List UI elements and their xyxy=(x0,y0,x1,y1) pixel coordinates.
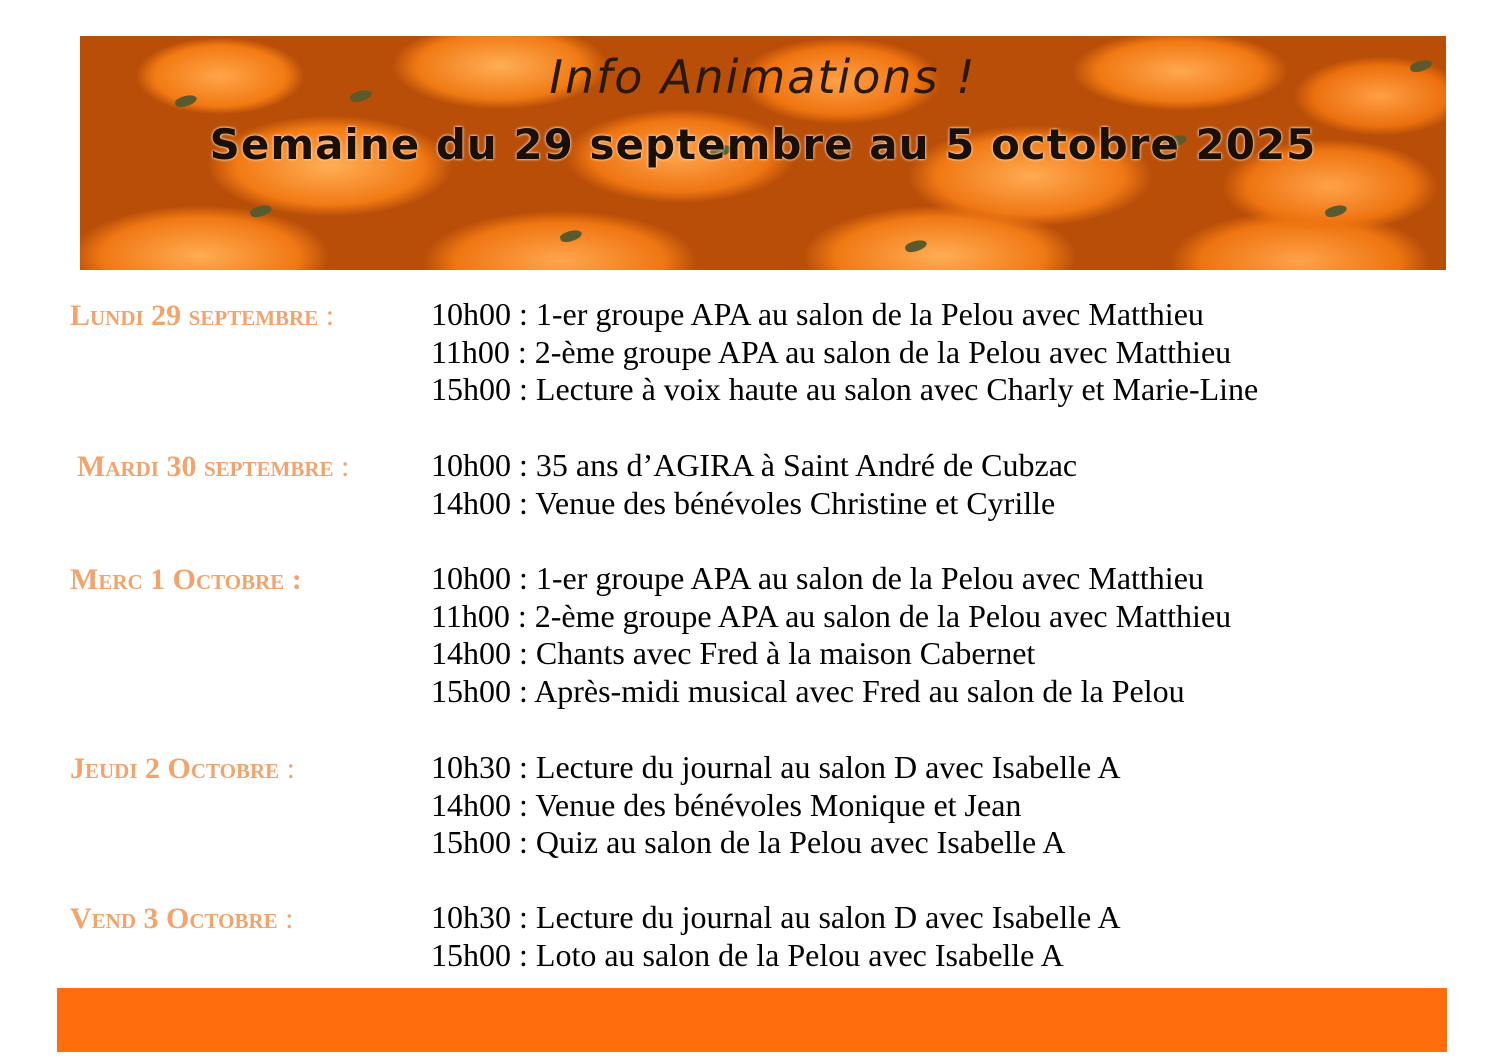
event-list xyxy=(431,749,1121,862)
footer-bar xyxy=(57,988,1447,1052)
day-label-text: Vend 3 Octobre xyxy=(70,902,278,935)
event-item: 14h00 : Venue des bénévoles Christine et Cyrille xyxy=(431,484,1056,521)
pumpkin-stem-icon xyxy=(559,228,583,244)
banner-subtitle: Semaine du 29 septembre au 5 octobre 2025 xyxy=(209,120,1317,169)
pumpkin-banner xyxy=(80,36,1446,270)
day-label xyxy=(70,752,295,786)
day-label xyxy=(77,450,349,484)
day-label xyxy=(70,902,294,936)
day-label xyxy=(70,563,302,597)
event-item: 10h30 : Lecture du journal au salon D avec Isabelle A xyxy=(431,899,1121,935)
event-item: 15h00 : Quiz au salon de la Pelou avec Isabelle A xyxy=(431,824,1066,860)
event-list xyxy=(431,560,1231,710)
banner-title: Info Animations ! xyxy=(549,50,977,104)
day-label-text: Mardi 30 septembre xyxy=(77,450,334,483)
pumpkin-stem-icon xyxy=(904,238,928,254)
day-label-colon: : xyxy=(291,563,302,596)
event-list xyxy=(431,899,1121,974)
day-label-text: Jeudi 2 Octobre xyxy=(70,752,280,785)
day-label-colon: : xyxy=(286,752,295,785)
event-item: 11h00 : 2-ème groupe APA au salon de la Pelou avec Matthieu xyxy=(431,333,1232,370)
event-item: 15h00 : Après-midi musical avec Fred au salon de la Pelou xyxy=(431,672,1185,709)
day-label-text: Merc 1 Octobre xyxy=(70,563,285,596)
event-item: 11h00 : 2-ème groupe APA au salon de la Pelou avec Matthieu xyxy=(431,597,1232,634)
event-item: 14h00 : Venue des bénévoles Monique et Jean xyxy=(431,786,1022,823)
event-item: 15h00 : Lecture à voix haute au salon avec Charly et Marie-Line xyxy=(431,371,1259,407)
event-item: 10h00 : 1-er groupe APA au salon de la Pelou avec Matthieu xyxy=(431,560,1204,596)
day-label xyxy=(70,299,334,333)
day-label-colon: : xyxy=(285,902,294,935)
day-label-colon: : xyxy=(341,450,350,483)
pumpkin-stem-icon xyxy=(249,203,273,219)
event-item: 10h00 : 1-er groupe APA au salon de la Pelou avec Matthieu xyxy=(431,296,1204,332)
day-label-colon: : xyxy=(325,299,335,332)
pumpkin-stem-icon xyxy=(1324,203,1348,219)
event-list xyxy=(431,296,1258,409)
event-item: 10h00 : 35 ans d’AGIRA à Saint André de Cubzac xyxy=(431,447,1078,483)
event-item: 15h00 : Loto au salon de la Pelou avec Isabelle A xyxy=(431,936,1064,973)
day-label-text: Lundi 29 septembre xyxy=(70,299,319,332)
event-item: 10h30 : Lecture du journal au salon D avec Isabelle A xyxy=(431,749,1121,785)
event-item: 14h00 : Chants avec Fred à la maison Cabernet xyxy=(431,635,1036,671)
event-list xyxy=(431,447,1077,522)
